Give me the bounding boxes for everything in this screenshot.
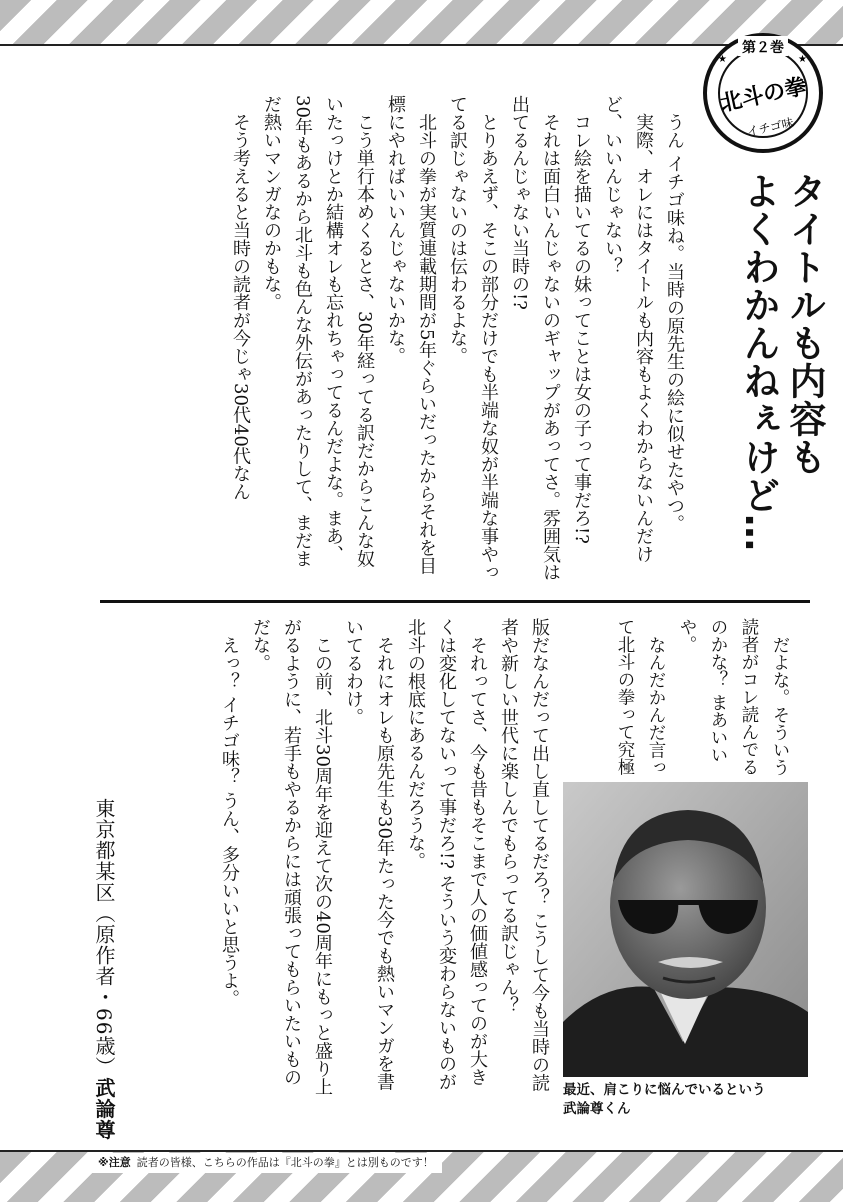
photo-caption [563, 1081, 823, 1119]
caption-line-2: 武論尊くん [563, 1101, 631, 1117]
section-divider [100, 600, 810, 603]
paragraph: それにオレも原先生も30年たった今でも熱いマンガを書いてるわけ。 [343, 618, 395, 1091]
footer-notice [90, 1153, 442, 1173]
paragraph: なんだかんだ言って北斗の拳って究極 [615, 618, 666, 776]
upper-article-text [110, 95, 690, 585]
paragraph: それは面白いんじゃないのギャップがあってさ。雰囲気は出てるんじゃない当時の!? [509, 95, 561, 581]
paragraph: こう単行本めくるとさ、30年経ってる訳だからこんな奴いたっけとか結構オレも忘れちゃってるんだよな。まあ、30年もあるから北斗も色んな外伝があったりして、まだまだ熱いマンガなのかもな。 [261, 95, 375, 568]
paragraph: えっ？ イチゴ味？ うん、多分いいと思うよ。 [219, 636, 240, 1008]
headline-line-2: よくわかんねぇけど… [737, 172, 780, 552]
notice-label: ※注意 [98, 1156, 131, 1169]
paragraph: 実際、オレにはタイトルも内容もよくわからないんだけど、いいんじゃない？ [602, 95, 654, 563]
caption-line-1: 最近、肩こりに悩んでいるという [563, 1082, 766, 1098]
lower-article-text [185, 618, 555, 1098]
author-name: 武論尊 [92, 1077, 116, 1141]
paragraph: うん イチゴ味ね。当時の原先生の絵に似せたやつ。 [664, 113, 685, 533]
headline-line-1: タイトルも内容も [783, 172, 826, 476]
lower-article-text-top [560, 618, 795, 778]
author-photo [563, 782, 808, 1077]
author-signature [90, 798, 119, 1141]
seal-volume-label: 第２巻 [742, 40, 784, 56]
star-icon: ★ [798, 54, 807, 65]
paragraph: 版だなんだって出し直してるだろ？ こうして今も当時の読者や新しい世代に楽しんでもらってる訳じゃん？ [498, 618, 550, 1092]
paragraph: コレ絵を描いてるの妹ってことは女の子って事だろ!? [571, 113, 592, 544]
paragraph: そう考えると当時の読者が今じゃ30代40代なん [230, 113, 251, 501]
headline [735, 172, 827, 602]
paragraph: 北斗の拳が実質連載期間が5年ぐらいだったからそれを目標にやればいいんじゃないかな。 [385, 95, 437, 575]
paragraph: とりあえず、そこの部分だけでも半端な奴が半端な事やってる訳じゃないのは伝わるよな。 [447, 95, 499, 581]
seal-title: 北斗の拳 [717, 73, 810, 117]
star-icon: ★ [718, 54, 727, 65]
paragraph: この前、北斗30周年を迎えて次の40周年にもっと盛り上がるように、若手もやるからには頑張ってもらいたいものだな。 [250, 618, 333, 1096]
notice-text: 読者の皆様、こちらの作品は『北斗の拳』とは別ものです！ [136, 1156, 434, 1169]
seal-flavor: イチゴ味 [745, 115, 795, 140]
author-location: 東京都某区（原作者・66歳） [92, 798, 116, 1078]
paragraph: だよな。そういう読者がコレ読んでるのかな？ まあいいや。 [677, 618, 790, 776]
title-seal-stamp [700, 30, 826, 156]
paragraph: それってさ、今も昔もそこまで人の価値感ってのが大きくは変化してないって事だろ!? そういう変わらないものが北斗の根底にあるんだろうな。 [405, 618, 488, 1091]
